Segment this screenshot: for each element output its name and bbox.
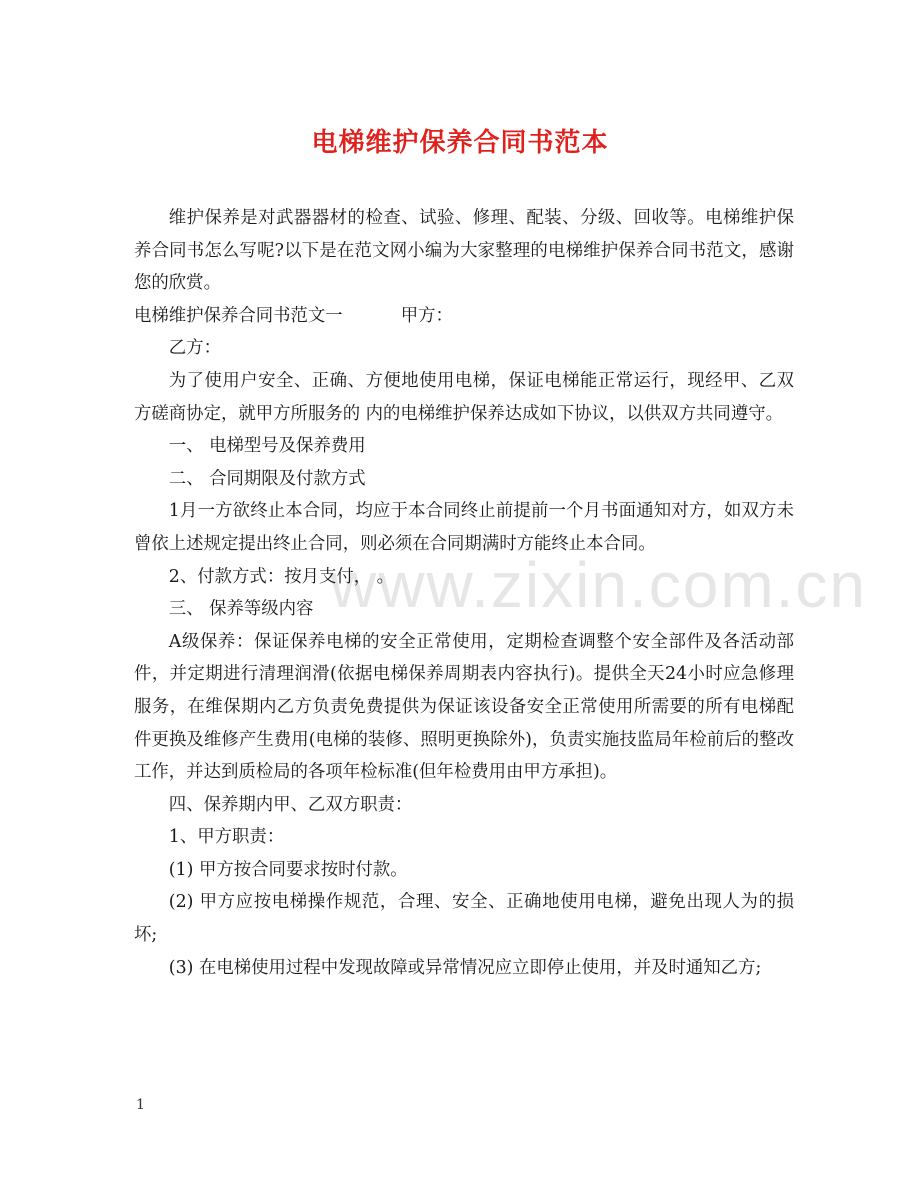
duty-item-3: (3) 在电梯使用过程中发现故障或异常情况应立即停止使用，并及时通知乙方; — [168, 957, 762, 978]
document-body — [134, 202, 794, 984]
intro-paragraph: 维护保养是对武器器材的检查、试验、修理、配装、分级、回收等。电梯维护保养合同书怎么写呢?以下是在范文网小编为大家整理的电梯维护保养合同书范文，感谢您的欣赏。 — [134, 208, 794, 294]
sample-heading-line — [134, 300, 794, 333]
page-number: 1 — [136, 1097, 145, 1113]
document-title: 电梯维护保养合同书范本 — [311, 128, 609, 158]
level-a-paragraph: A级保养：保证保养电梯的安全正常使用，定期检查调整个安全部件及各活动部件，并定期进行清理润滑(依据电梯保养周期表内容执行)。提供全天24小时应急修理服务，在维保期内乙方负责免费提供为保证该设备安全正常使用所需要的所有电梯配件更换及维修产生费用(电梯的装修、照明更换除外)，负责实施技监局年检前后的整改工作，并达到质检局的各项年检标准(但年检费用由甲方承担)。 — [134, 631, 794, 783]
section-heading-1: 一、 电梯型号及保养费用 — [168, 436, 366, 457]
duty-item-1: (1) 甲方按合同要求按时付款。 — [168, 859, 408, 880]
duty-item-2: (2) 甲方应按电梯操作规范，合理、安全、正确地使用电梯，避免出现人为的损坏; — [134, 892, 794, 946]
section-heading-3: 三、 保养等级内容 — [168, 599, 314, 620]
sample-heading: 电梯维护保养合同书范文一 — [134, 305, 343, 326]
term-paragraph: 1月一方欲终止本合同，均应于本合同终止前提前一个月书面通知对方，如双方未曾依上述规定提出终止合同，则必须在合同期满时方能终止本合同。 — [134, 501, 794, 554]
party-a-duties-heading: 1、甲方职责： — [168, 827, 285, 848]
payment-paragraph: 2、付款方式：按月支付， 。 — [168, 566, 395, 587]
section-heading-4: 四、保养期内甲、乙双方职责： — [168, 794, 413, 815]
section-heading-2: 二、 合同期限及付款方式 — [168, 468, 366, 489]
purpose-paragraph: 为了使用户安全、正确、方便地使用电梯，保证电梯能正常运行，现经甲、乙双方磋商协定，就甲方所服务的 内的电梯维护保养达成如下协议，以供双方共同遵守。 — [134, 370, 794, 424]
party-b-label: 乙方： — [168, 338, 221, 359]
party-a-label: 甲方： — [400, 305, 453, 326]
watermark: www.zixin.com.cn — [330, 549, 867, 621]
